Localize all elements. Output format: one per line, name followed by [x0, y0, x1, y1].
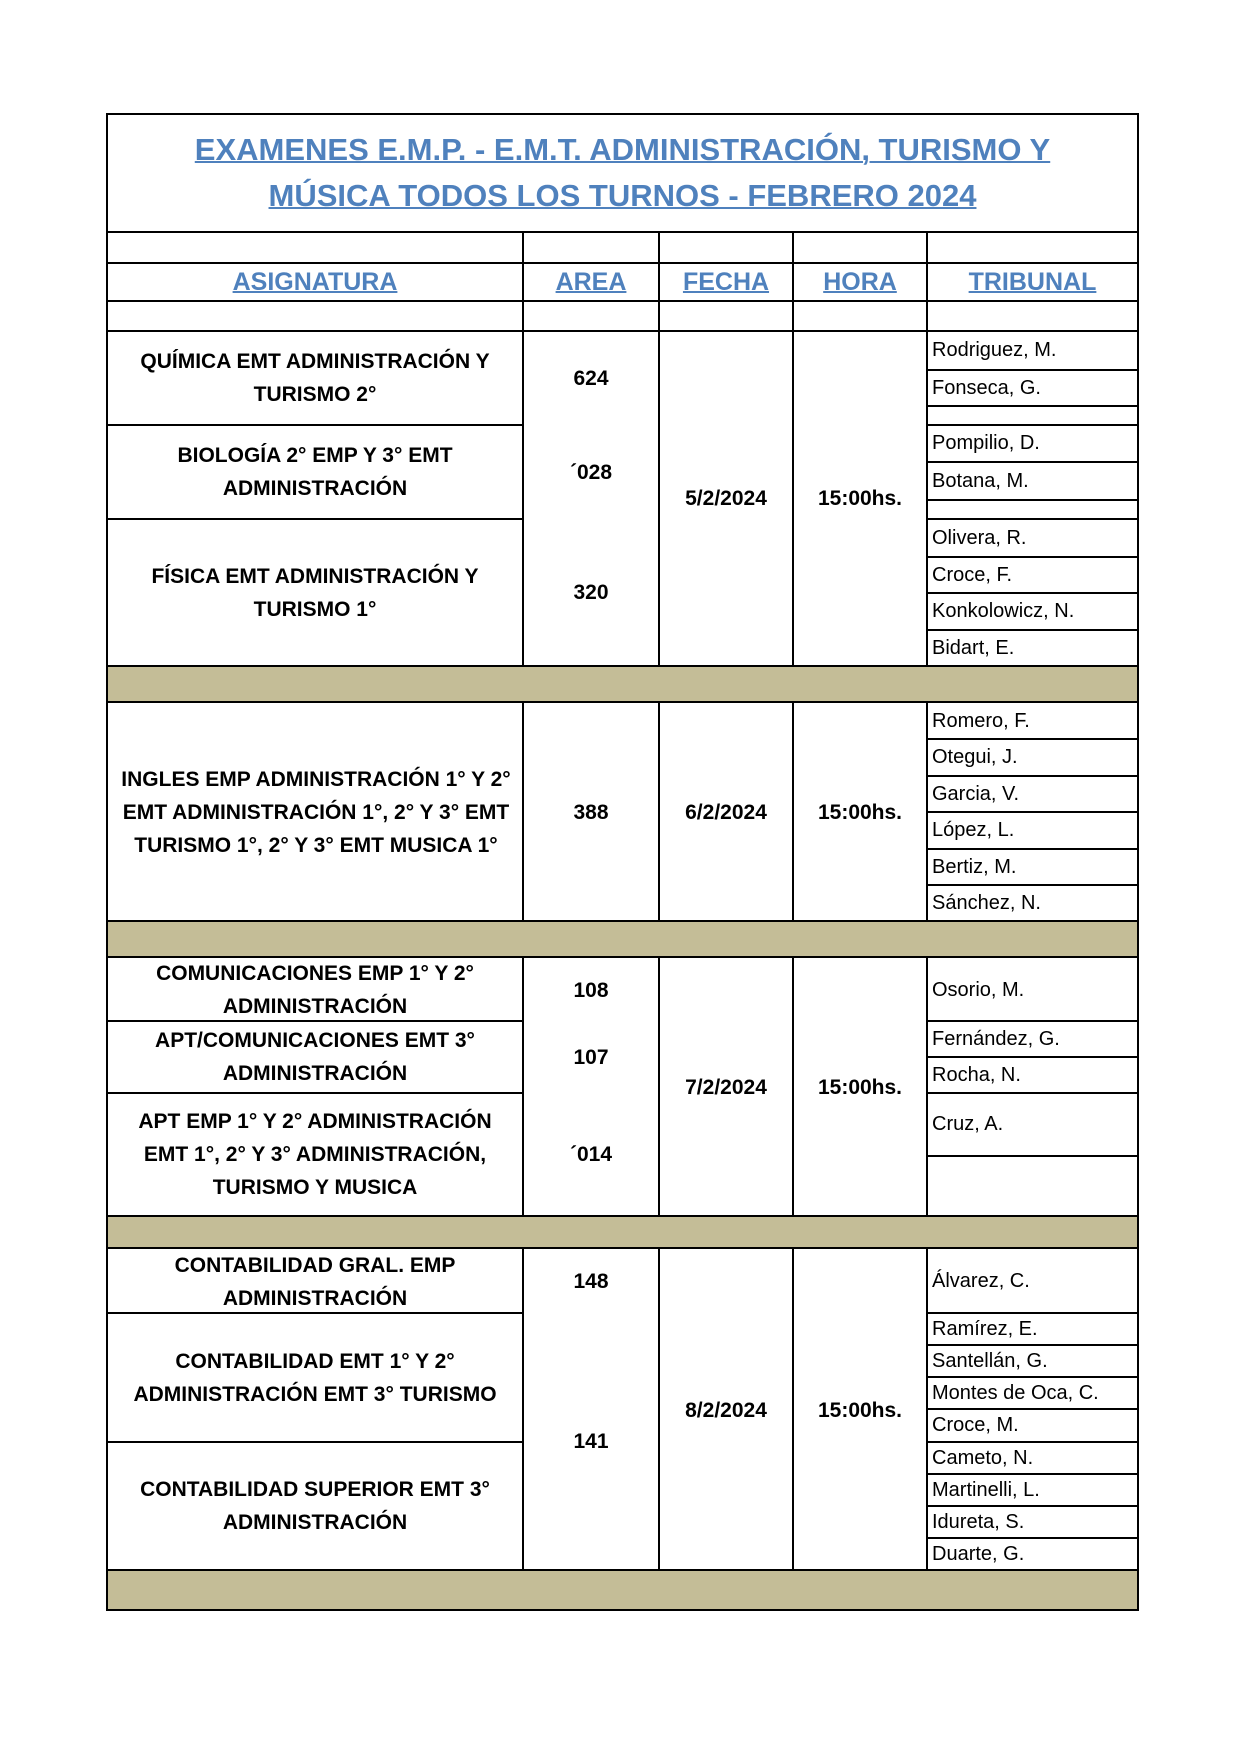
- subject-area: 107: [573, 1045, 609, 1069]
- tribunal-member: Duarte, G.: [932, 1542, 1025, 1565]
- subject-name: CONTABILIDAD GRAL. EMP ADMINISTRACIÓN: [174, 1253, 456, 1310]
- subject-name: INGLES EMP ADMINISTRACIÓN 1° Y 2° EMT ADMINISTRACIÓN 1°, 2° Y 3° EMT TURISMO 1°, 2° Y 3° EMT MUSICA 1°: [121, 768, 511, 857]
- exam-date: 5/2/2024: [685, 487, 767, 510]
- subject-area: 388: [573, 801, 609, 824]
- group-separator: [108, 665, 1137, 703]
- title-line-2: MÚSICA TODOS LOS TURNOS - FEBRERO 2024: [268, 178, 977, 213]
- tribunal-member: Otegui, J.: [932, 746, 1018, 768]
- tribunal-member: Fernández, G.: [932, 1027, 1060, 1050]
- exam-date: 7/2/2024: [685, 1076, 767, 1099]
- tribunal-member: Romero, F.: [932, 710, 1030, 732]
- subject-name: CONTABILIDAD SUPERIOR EMT 3° ADMINISTRACIÓN: [140, 1478, 490, 1534]
- tribunal-member: Olivera, R.: [932, 526, 1027, 549]
- tribunal-member: Rocha, N.: [932, 1063, 1021, 1086]
- exam-time: 15:00hs.: [817, 801, 903, 824]
- subject-area: ´014: [569, 1143, 613, 1166]
- subject-name: BIOLOGÍA 2° EMP Y 3° EMT ADMINISTRACIÓN: [177, 444, 453, 500]
- subject-area: 320: [573, 581, 609, 604]
- exam-time: 15:00hs.: [817, 1398, 903, 1422]
- tribunal-member: Martinelli, L.: [932, 1478, 1040, 1501]
- exam-time: 15:00hs.: [817, 1076, 903, 1099]
- header-fecha: FECHA: [682, 267, 770, 296]
- title-line-1: EXAMENES E.M.P. - E.M.T. ADMINISTRACIÓN, TURISMO Y: [194, 132, 1051, 167]
- exam-date: 6/2/2024: [685, 801, 767, 824]
- tribunal-member: Idureta, S.: [932, 1510, 1025, 1533]
- subject-name: APT EMP 1° Y 2° ADMINISTRACIÓN EMT 1°, 2° Y 3° ADMINISTRACIÓN, TURISMO Y MUSICA: [138, 1110, 492, 1199]
- tribunal-member: Garcia, V.: [932, 782, 1020, 805]
- subject-area: 624: [573, 366, 609, 390]
- group-separator: [108, 920, 1137, 958]
- tribunal-member: Álvarez, C.: [932, 1270, 1030, 1292]
- tribunal-member: Sánchez, N.: [932, 891, 1041, 914]
- subject-name: FÍSICA EMT ADMINISTRACIÓN Y TURISMO 1°: [151, 564, 479, 621]
- subject-area: ´028: [569, 460, 613, 484]
- subject-area: 148: [573, 1270, 609, 1293]
- group-separator: [108, 1569, 1137, 1609]
- exam-schedule-table: [106, 113, 1139, 1611]
- tribunal-member: Ramírez, E.: [932, 1317, 1038, 1340]
- tribunal-member: [928, 1157, 1137, 1215]
- tribunal-member: Montes de Oca, C.: [932, 1381, 1099, 1404]
- tribunal-member: Fonseca, G.: [932, 376, 1041, 399]
- subject-name: COMUNICACIONES EMP 1° Y 2° ADMINISTRACIÓN: [156, 962, 474, 1018]
- exam-time: 15:00hs.: [817, 487, 903, 510]
- tribunal-member: Croce, F.: [932, 563, 1013, 586]
- header-area: AREA: [555, 267, 627, 296]
- tribunal-member: Bertiz, M.: [932, 855, 1017, 878]
- tribunal-member: López, L.: [932, 819, 1015, 841]
- tribunal-member: Osorio, M.: [932, 978, 1025, 1001]
- header-asignatura: ASIGNATURA: [232, 267, 398, 296]
- tribunal-member: Cruz, A.: [932, 1113, 1004, 1135]
- group-separator: [108, 1215, 1137, 1249]
- subject-name: QUÍMICA EMT ADMINISTRACIÓN Y TURISMO 2°: [140, 350, 490, 406]
- tribunal-member: Konkolowicz, N.: [932, 600, 1075, 622]
- tribunal-member: Rodriguez, M.: [932, 339, 1057, 361]
- subject-area: 108: [573, 978, 609, 1002]
- exam-date: 8/2/2024: [685, 1398, 767, 1422]
- tribunal-member: [928, 501, 1137, 518]
- tribunal-member: Pompilio, D.: [932, 432, 1040, 454]
- subject-name: CONTABILIDAD EMT 1° Y 2° ADMINISTRACIÓN EMT 3° TURISMO: [133, 1349, 497, 1406]
- tribunal-member: Croce, M.: [932, 1414, 1019, 1436]
- tribunal-member: Cameto, N.: [932, 1446, 1034, 1469]
- page-title: [108, 115, 1137, 233]
- header-tribunal: TRIBUNAL: [968, 267, 1097, 296]
- tribunal-member: Bidart, E.: [932, 636, 1015, 659]
- tribunal-member: Santellán, G.: [932, 1349, 1048, 1372]
- subject-name: APT/COMUNICACIONES EMT 3° ADMINISTRACIÓN: [155, 1029, 475, 1085]
- subject-area: 141: [573, 1430, 609, 1453]
- tribunal-member: Botana, M.: [932, 469, 1029, 492]
- tribunal-member: [928, 407, 1137, 424]
- header-hora: HORA: [823, 267, 897, 296]
